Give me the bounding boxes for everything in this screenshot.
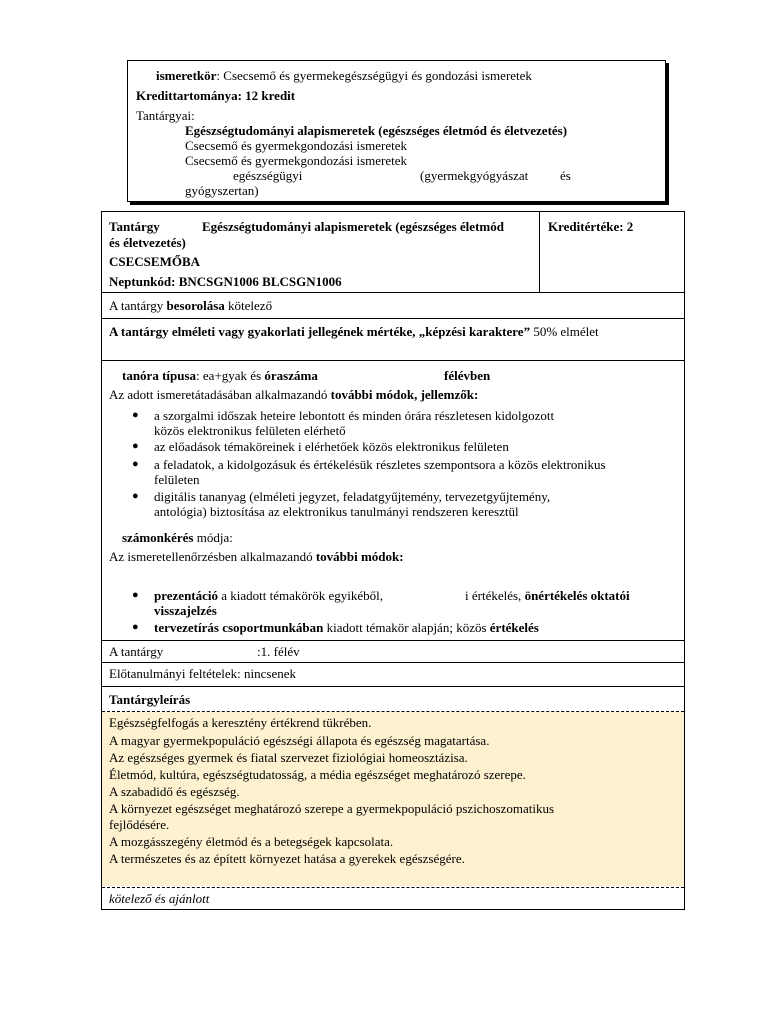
list-item: digitális tananyag (elméleti jegyzet, feladatgyűjtemény, tervezetgyűjtemény, [154,489,551,504]
program-code: CSECSEMŐBA [109,254,201,269]
list-item-cont: felületen [154,472,200,487]
literature-label: kötelező és ajánlott [109,891,210,906]
description-line: Egészségfelfogás a keresztény értékrend tükrében. [109,715,372,730]
list-item: tervezetírás csoportmunkában kiadott témakör alapján; közös értékelés [154,620,539,635]
list-item-cont: közös elektronikus felületen elérhető [154,423,346,438]
description-line: fejlődésére. [109,817,170,832]
bullet-icon: ● [132,458,139,470]
row-divider [102,662,684,663]
row-divider [102,292,684,293]
semester-row-value: :1. félév [257,644,300,659]
subject-item: Egészségtudományi alapismeretek (egészséges életmód és életvezetés) [185,123,568,138]
list-item-cont: antológia) biztosítása az elektronikus tanulmányi rendszeren keresztül [154,504,519,519]
credit-range: Kredittartománya: 12 kredit [136,88,296,103]
subject-item: Csecsemő és gyermekgondozási ismeretek [185,138,408,153]
lesson-type: tanóra típusa: ea+gyak és óraszáma [122,368,318,383]
subject-item-part: gyógyszertan) [185,183,259,198]
subjects-label: Tantárgyai: [136,108,195,123]
bullet-icon: ● [132,621,139,633]
list-item: a feladatok, a kidolgozásuk és értékelésük részletes szempontsora a közös elektronikus [154,457,606,472]
subject-item-part: (gyermekgyógyászat [420,168,529,183]
subject-title-cont: és életvezetés) [109,235,186,250]
subject-item-part: egészségügyi [233,168,303,183]
assessment-type: számonkérés módja: [122,530,233,545]
list-item: prezentáció a kiadott témakörök egyikéből, [154,588,384,603]
column-divider [539,212,540,292]
bullet-icon: ● [132,409,139,421]
bullet-icon: ● [132,440,139,452]
subject-table [101,211,685,910]
description-line: A mozgásszegény életmód és a betegségek kapcsolata. [109,834,394,849]
semester-row-label: A tantárgy [109,644,164,659]
description-line: A szabadidő és egészség. [109,784,240,799]
classification-row: A tantárgy besorolása kötelező [109,298,273,313]
description-line: A környezet egészséget meghatározó szerepe a gyermekpopuláció pszichoszomatikus [109,801,555,816]
description-line: Az egészséges gyermek és fiatal szervezet fiziológiai homeosztázisa. [109,750,468,765]
module-summary-box [127,60,666,202]
row-divider [102,360,684,361]
list-item: az előadások témaköreinek i elérhetőek közös elektronikus felületen [154,439,509,454]
description-line: A természetes és az épített környezet hatása a gyerekek egészségére. [109,851,465,866]
subject-item: Csecsemő és gyermekgondozási ismeretek [185,153,408,168]
prerequisites: Előtanulmányi feltételek: nincsenek [109,666,296,681]
neptun-code: Neptunkód: BNCSGN1006 BLCSGN1006 [109,274,342,289]
description-title: Tantárgyleírás [109,692,191,707]
bullet-icon: ● [132,490,139,502]
list-item-cont: visszajelzés [154,603,217,618]
list-item: a szorgalmi időszak heteire lebontott és minden órára részletesen kidolgozott [154,408,555,423]
dashed-divider [102,887,684,888]
teaching-modes-intro: Az adott ismeretátadásában alkalmazandó további módok, jellemzők: [109,387,479,402]
subject-title: Egészségtudományi alapismeretek (egészséges életmód [202,219,504,234]
credit-value: Kreditértéke: 2 [548,219,634,234]
row-divider [102,640,684,641]
subject-label: Tantárgy [109,219,160,234]
description-line: A magyar gyermekpopuláció egészségi állapota és egészség magatartása. [109,733,490,748]
row-divider [102,686,684,687]
list-item-part: i értékelés, önértékelés oktatói [465,588,630,603]
training-character-row: A tantárgy elméleti vagy gyakorlati jellegének mértéke, „képzési karaktere” 50% elmélet [109,324,599,339]
bullet-icon: ● [132,589,139,601]
description-line: Életmód, kultúra, egészségtudatosság, a média egészséget meghatározó szerepe. [109,767,526,782]
subject-item-part: és [560,168,571,183]
semester-label: félévben [444,368,491,383]
assessment-modes-intro: Az ismeretellenőrzésben alkalmazandó további módok: [109,549,404,564]
module-line: ismeretkör: Csecsemő és gyermekegészségügyi és gondozási ismeretek [156,68,532,83]
row-divider [102,318,684,319]
